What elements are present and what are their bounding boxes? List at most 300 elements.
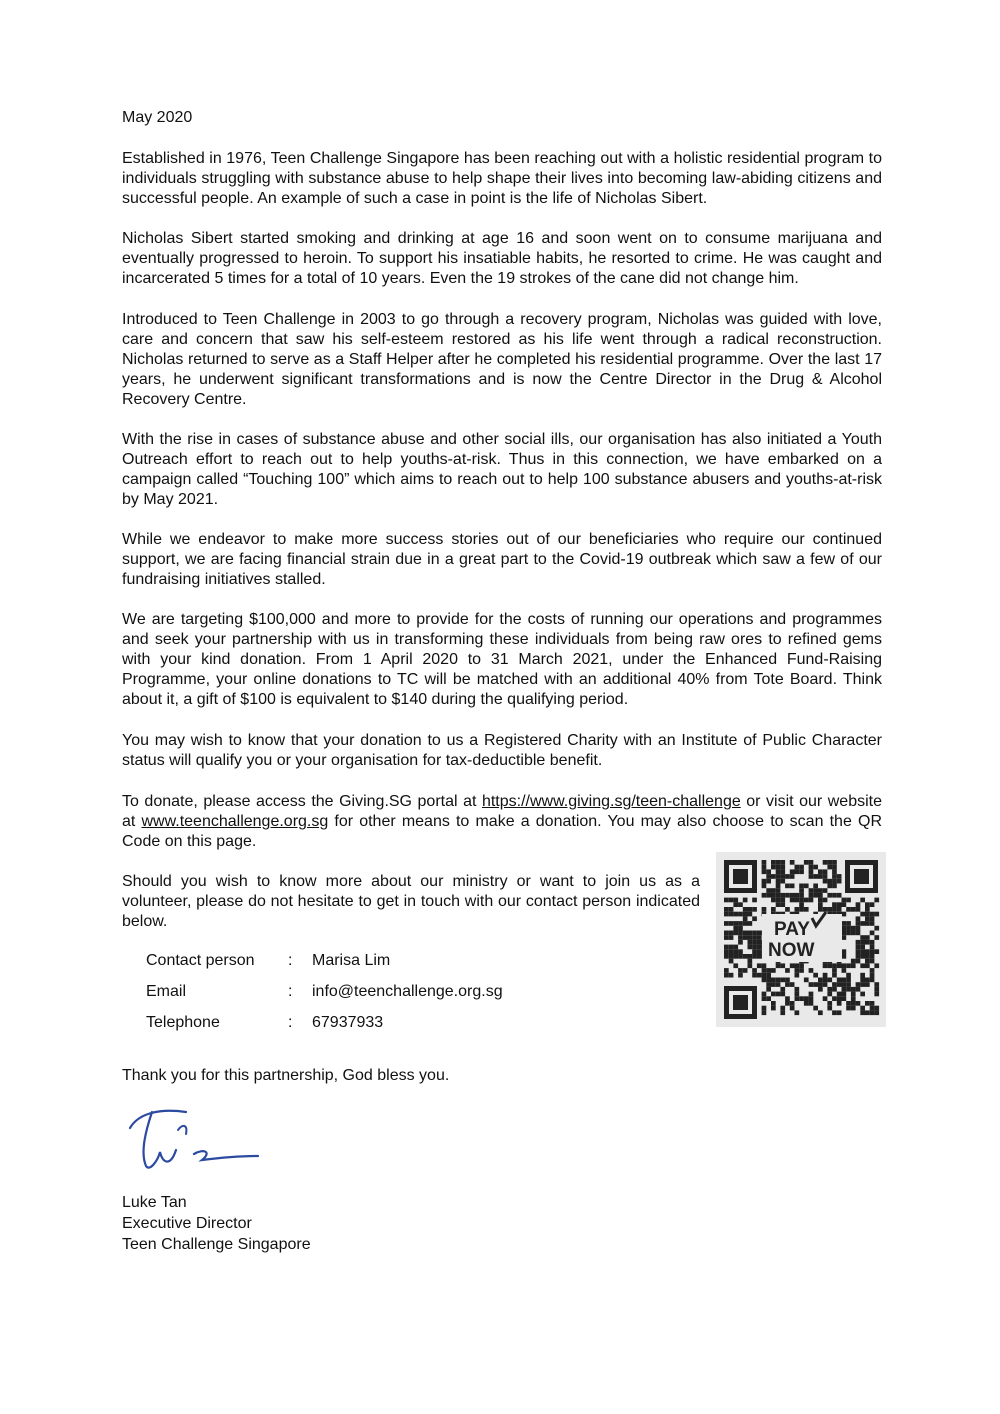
qr-module [776, 869, 781, 874]
qr-module [771, 1001, 776, 1006]
qr-module [846, 963, 851, 968]
qr-module [771, 898, 776, 903]
qr-module [870, 978, 875, 983]
qr-module [865, 902, 870, 907]
qr-module [823, 982, 828, 987]
qr-module [827, 1001, 832, 1006]
qr-module [762, 968, 767, 973]
qr-module [809, 869, 814, 874]
qr-module [733, 954, 738, 959]
qr-module [846, 921, 851, 926]
qr-module [865, 907, 870, 912]
qr-module [842, 926, 847, 931]
qr-module [738, 968, 743, 973]
qr-module [743, 921, 748, 926]
qr-module [766, 968, 771, 973]
qr-module [729, 921, 734, 926]
qr-module [785, 1001, 790, 1006]
qr-module [724, 973, 729, 978]
signer-organisation: Teen Challenge Singapore [122, 1236, 311, 1253]
contact-label: Contact person [146, 952, 255, 969]
paragraph-how-to-donate [122, 792, 882, 852]
qr-module [762, 879, 767, 884]
qr-module [846, 973, 851, 978]
qr-module [795, 869, 800, 874]
qr-module [813, 1006, 818, 1011]
qr-module [837, 996, 842, 1001]
qr-module [799, 996, 804, 1001]
qr-module [729, 954, 734, 959]
qr-module [823, 879, 828, 884]
qr-module [856, 940, 861, 945]
qr-module [790, 1006, 795, 1011]
qr-module [795, 1010, 800, 1015]
qr-module [771, 978, 776, 983]
qr-module [785, 884, 790, 889]
letter-date: May 2020 [122, 109, 193, 126]
qr-module [766, 874, 771, 879]
qr-module [837, 978, 842, 983]
qr-module [874, 963, 879, 968]
qr-module [837, 982, 842, 987]
qr-module [729, 907, 734, 912]
qr-module [790, 1001, 795, 1006]
qr-module [851, 907, 856, 912]
qr-module [832, 907, 837, 912]
qr-module [799, 893, 804, 898]
qr-module [729, 931, 734, 936]
qr-module [762, 869, 767, 874]
qr-module [832, 893, 837, 898]
qr-module [766, 973, 771, 978]
qr-module [729, 898, 734, 903]
qr-module [818, 874, 823, 879]
contact-colon: : [288, 1014, 293, 1031]
qr-module [842, 921, 847, 926]
qr-module [860, 963, 865, 968]
qr-module [809, 874, 814, 879]
qr-module [832, 860, 837, 865]
qr-module [771, 888, 776, 893]
qr-module [752, 907, 757, 912]
qr-module [837, 907, 842, 912]
qr-module [795, 973, 800, 978]
qr-module [780, 869, 785, 874]
qr-module [748, 945, 753, 950]
qr-module [823, 869, 828, 874]
qr-module [804, 860, 809, 865]
qr-module [856, 959, 861, 964]
qr-module [846, 931, 851, 936]
qr-module [724, 921, 729, 926]
qr-module [790, 982, 795, 987]
email-value: info@teenchallenge.org.sg [312, 983, 503, 1000]
qr-module [771, 992, 776, 997]
qr-module [813, 865, 818, 870]
qr-module [832, 968, 837, 973]
qr-module [757, 973, 762, 978]
qr-module [776, 963, 781, 968]
qr-module [733, 949, 738, 954]
qr-module [856, 982, 861, 987]
qr-module [832, 963, 837, 968]
qr-module [762, 1006, 767, 1011]
qr-module [827, 963, 832, 968]
qr-module [743, 907, 748, 912]
qr-module [827, 1006, 832, 1011]
qr-module [842, 978, 847, 983]
qr-module [860, 940, 865, 945]
qr-module [762, 893, 767, 898]
qr-module [752, 954, 757, 959]
qr-module [743, 931, 748, 936]
qr-module [865, 935, 870, 940]
qr-module [776, 860, 781, 865]
qr-module [776, 992, 781, 997]
qr-module [795, 865, 800, 870]
signer-name: Luke Tan [122, 1194, 187, 1211]
qr-module [818, 893, 823, 898]
qr-module [865, 1001, 870, 1006]
qr-module [856, 954, 861, 959]
qr-module [799, 869, 804, 874]
qr-module [874, 1010, 879, 1015]
signer-title: Executive Director [122, 1215, 252, 1232]
qr-module [846, 898, 851, 903]
qr-module [804, 907, 809, 912]
qr-module [870, 931, 875, 936]
qr-module [865, 916, 870, 921]
qr-module [733, 931, 738, 936]
qr-module [851, 963, 856, 968]
qr-module [860, 954, 865, 959]
qr-module [846, 1006, 851, 1011]
handwritten-signature-icon [118, 1100, 268, 1180]
qr-module [870, 1001, 875, 1006]
qr-module [743, 898, 748, 903]
qr-module [827, 907, 832, 912]
qr-module [757, 931, 762, 936]
qr-module [870, 949, 875, 954]
qr-module [743, 916, 748, 921]
qr-module [837, 874, 842, 879]
qr-module [762, 884, 767, 889]
qr-module [780, 879, 785, 884]
qr-module [795, 898, 800, 903]
qr-module [842, 912, 847, 917]
qr-module [785, 982, 790, 987]
qr-module [813, 982, 818, 987]
qr-module [851, 996, 856, 1001]
qr-module [795, 968, 800, 973]
qr-module [762, 865, 767, 870]
qr-module [827, 992, 832, 997]
qr-module [832, 865, 837, 870]
qr-module [832, 982, 837, 987]
qr-module [809, 992, 814, 997]
qr-module [748, 935, 753, 940]
qr-module [823, 860, 828, 865]
qr-module [762, 1010, 767, 1015]
qr-module [795, 996, 800, 1001]
qr-module [766, 996, 771, 1001]
qr-module [860, 921, 865, 926]
paragraph-recovery-story: Introduced to Teen Challenge in 2003 to go through a recovery program, Nicholas was guided with love, care and concern that saw his self-esteem restored as his life went through a radical reconstruction. Nicholas returned to serve as a Staff Helper after he completed his residential programme. Over the last 17 years, he underwent significant transformations and is now the Centre Director in the Drug & Alcohol Recovery Centre. [122, 311, 882, 408]
qr-module [752, 968, 757, 973]
qr-module [809, 888, 814, 893]
qr-module [762, 978, 767, 983]
qr-module [724, 935, 729, 940]
qr-module [780, 978, 785, 983]
qr-module [780, 874, 785, 879]
qr-module [795, 893, 800, 898]
qr-module [724, 898, 729, 903]
qr-module [757, 954, 762, 959]
qr-module [780, 893, 785, 898]
qr-module [748, 963, 753, 968]
qr-module [724, 949, 729, 954]
qr-module [799, 902, 804, 907]
qr-module [827, 987, 832, 992]
qr-module [733, 898, 738, 903]
qr-module [856, 916, 861, 921]
qr-module [870, 954, 875, 959]
telephone-value: 67937933 [312, 1014, 384, 1031]
qr-module [752, 949, 757, 954]
qr-module [865, 978, 870, 983]
qr-module [860, 945, 865, 950]
qr-module [799, 968, 804, 973]
qr-module [823, 888, 828, 893]
qr-module [837, 1001, 842, 1006]
qr-module [762, 992, 767, 997]
qr-module [724, 912, 729, 917]
qr-module [856, 1001, 861, 1006]
qr-module [813, 874, 818, 879]
signer-block [122, 1192, 311, 1255]
qr-module [743, 968, 748, 973]
qr-module [804, 978, 809, 983]
qr-module [780, 860, 785, 865]
qr-module [870, 968, 875, 973]
telephone-label: Telephone [146, 1014, 220, 1031]
qr-module [851, 1001, 856, 1006]
qr-module [832, 879, 837, 884]
qr-module [752, 898, 757, 903]
qr-module [846, 982, 851, 987]
qr-module [752, 973, 757, 978]
donate-text-1: To donate, please access the Giving.SG portal at [122, 793, 482, 810]
qr-module [865, 912, 870, 917]
qr-module [738, 949, 743, 954]
qr-module [856, 902, 861, 907]
qr-module [842, 935, 847, 940]
qr-module [842, 931, 847, 936]
qr-module [752, 916, 757, 921]
qr-module [729, 945, 734, 950]
qr-module [809, 996, 814, 1001]
qr-module [870, 945, 875, 950]
qr-module [870, 1006, 875, 1011]
qr-module [748, 959, 753, 964]
qr-module [785, 907, 790, 912]
qr-module [837, 963, 842, 968]
giving-sg-link[interactable]: https://www.giving.sg/teen-challenge [481, 793, 741, 810]
qr-module [842, 954, 847, 959]
qr-module [776, 879, 781, 884]
qr-module [813, 973, 818, 978]
qr-module [776, 893, 781, 898]
qr-module [790, 893, 795, 898]
qr-module [757, 945, 762, 950]
qr-module [832, 973, 837, 978]
qr-module [856, 949, 861, 954]
qr-module [771, 907, 776, 912]
qr-module [832, 874, 837, 879]
qr-module [823, 973, 828, 978]
paynow-qr-code[interactable] [716, 852, 886, 1027]
paynow-logo-line1: PAY [774, 919, 810, 940]
paragraph-youth-outreach: With the rise in cases of substance abuse and other social ills, our organisation has also initiated a Youth Outreach effort to reach out to help youths-at-risk. Thus in this connection, we have embarked on a campaign called “Touching 100” which aims to reach out to help 100 substance abusers and youths-at-risk by May 2021. [122, 431, 882, 508]
qr-module [870, 902, 875, 907]
qr-module [823, 963, 828, 968]
email-label: Email [146, 983, 187, 1000]
qr-module [818, 869, 823, 874]
qr-module [733, 945, 738, 950]
qr-module [771, 982, 776, 987]
qr-module [743, 935, 748, 940]
qr-module [823, 907, 828, 912]
contact-colon: : [288, 983, 293, 1000]
qr-module [771, 874, 776, 879]
qr-module [724, 931, 729, 936]
paynow-logo-line2: NOW [768, 940, 815, 961]
qr-module [827, 865, 832, 870]
qr-module [851, 987, 856, 992]
qr-module [813, 884, 818, 889]
qr-module [823, 978, 828, 983]
qr-module [729, 959, 734, 964]
qr-module [776, 898, 781, 903]
qr-module [818, 907, 823, 912]
qr-module [832, 884, 837, 889]
qr-module [827, 893, 832, 898]
qr-module [780, 992, 785, 997]
qr-module [799, 888, 804, 893]
qr-module [776, 865, 781, 870]
qr-module [790, 874, 795, 879]
qr-module [733, 963, 738, 968]
qr-module [809, 860, 814, 865]
qr-module [842, 949, 847, 954]
qr-module [776, 982, 781, 987]
qr-module [832, 1010, 837, 1015]
qr-module [818, 978, 823, 983]
qr-module [752, 940, 757, 945]
qr-module [733, 912, 738, 917]
qr-module [762, 963, 767, 968]
qr-module [724, 907, 729, 912]
donate-text-2: or visit our website at [122, 793, 882, 830]
qr-module [776, 874, 781, 879]
qr-module [795, 992, 800, 997]
qr-module [874, 949, 879, 954]
qr-module [766, 888, 771, 893]
qr-module [790, 869, 795, 874]
qr-module [837, 879, 842, 884]
qr-module [809, 898, 814, 903]
qr-module [870, 916, 875, 921]
qr-module [842, 992, 847, 997]
qr-module [776, 978, 781, 983]
qr-module [790, 884, 795, 889]
qr-module [799, 963, 804, 968]
qr-module [865, 982, 870, 987]
qr-module [771, 893, 776, 898]
qr-module [795, 907, 800, 912]
qr-module [865, 921, 870, 926]
closing-thanks: Thank you for this partnership, God bless you. [122, 1067, 450, 1084]
qr-module [804, 1001, 809, 1006]
qr-module [790, 963, 795, 968]
qr-module [842, 902, 847, 907]
qr-module [809, 893, 814, 898]
paragraph-fundraising-target: We are targeting $100,000 and more to provide for the costs of running our operations and programmes and seek your partnership with us in transforming these individuals from being raw ores to refined gems with your kind donation. From 1 April 2020 to 31 March 2021, under the Enhanced Fund-Raising Programme, your online donations to TC will be matched with an additional 40% from Tote Board. Think about it, a gift of $100 is equivalent to $140 during the qualifying period. [122, 611, 882, 708]
qr-module [870, 959, 875, 964]
qr-module [813, 893, 818, 898]
paragraph-financial-strain: While we endeavor to make more success stories out of our beneficiaries who require our continued support, we are facing financial strain due in a great part to the Covid-19 outbreak which saw a few of our fundraising initiatives stalled. [122, 531, 882, 588]
qr-module [771, 865, 776, 870]
qr-module [823, 874, 828, 879]
qr-module [766, 982, 771, 987]
qr-module [738, 912, 743, 917]
qr-module [752, 945, 757, 950]
qr-module [757, 940, 762, 945]
qr-module [856, 987, 861, 992]
paragraph-nicholas-background: Nicholas Sibert started smoking and drinking at age 16 and soon went on to consume marijuana and eventually progressed to heroin. To support his insatiable habits, he resorted to crime. He was caught and incarcerated 5 times for a total of 10 years. Even the 19 strokes of the cane did not change him. [122, 230, 882, 287]
qr-module [785, 968, 790, 973]
website-link[interactable]: www.teenchallenge.org.sg [141, 813, 329, 830]
qr-module [785, 996, 790, 1001]
qr-module [748, 931, 753, 936]
qr-module [874, 935, 879, 940]
qr-module [780, 898, 785, 903]
qr-module [856, 921, 861, 926]
qr-module [860, 982, 865, 987]
qr-module [724, 945, 729, 950]
qr-module [799, 898, 804, 903]
qr-module [846, 987, 851, 992]
qr-module [795, 963, 800, 968]
qr-module [743, 912, 748, 917]
qr-module [842, 898, 847, 903]
qr-module [804, 996, 809, 1001]
qr-module [865, 940, 870, 945]
qr-module [837, 992, 842, 997]
qr-module [733, 926, 738, 931]
qr-module [818, 898, 823, 903]
qr-module [809, 968, 814, 973]
qr-module [856, 945, 861, 950]
qr-module [856, 907, 861, 912]
qr-module [832, 987, 837, 992]
qr-module [842, 996, 847, 1001]
qr-module [804, 898, 809, 903]
qr-module [837, 1010, 842, 1015]
qr-module [776, 888, 781, 893]
paragraph-contact-us: Should you wish to know more about our ministry or want to join us as a volunteer, please do not hesitate to get in touch with our contact person indicated below. [122, 873, 700, 930]
qr-module [748, 907, 753, 912]
